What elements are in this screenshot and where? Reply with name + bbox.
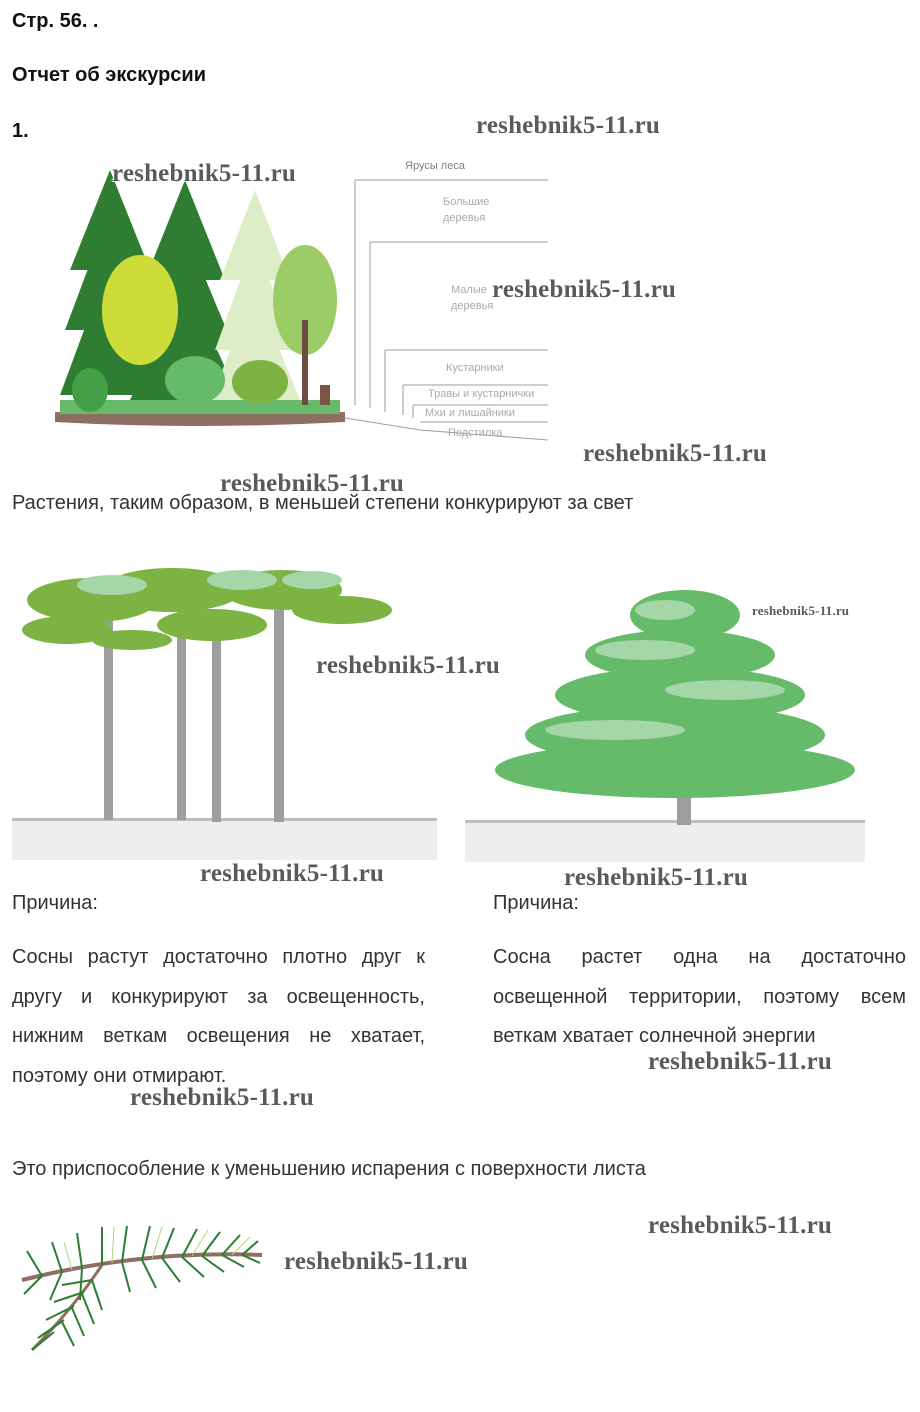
watermark: reshebnik5-11.ru <box>564 864 749 891</box>
watermark: reshebnik5-11.ru <box>316 652 501 679</box>
right-reason-label: Причина: <box>493 892 579 914</box>
watermark: reshebnik5-11.ru <box>648 1212 833 1239</box>
watermark: reshebnik5-11.ru <box>200 860 385 887</box>
watermark: reshebnik5-11.ru <box>476 112 661 139</box>
layer-small-trees-2: деревья <box>451 300 494 312</box>
spruce-branch-illustration <box>12 1210 272 1370</box>
watermark: reshebnik5-11.ru <box>284 1248 469 1275</box>
right-reason-text: Сосна растет одна на достаточно освещенной территории, поэтому всем веткам хватает солнечной энергии <box>493 946 906 1047</box>
answer-evaporation: Это приспособление к уменьшению испарения с поверхности листа <box>12 1158 646 1180</box>
left-reason-text: Сосны растут достаточно плотно друг к другу и конкурируют за освещенность, нижним веткам освещения не хватает, поэтому они отмирают. <box>12 946 425 1087</box>
layer-small-trees: Малые <box>451 284 487 296</box>
watermark: reshebnik5-11.ru <box>492 276 677 303</box>
layer-shrubs: Кустарники <box>446 362 504 374</box>
watermark: reshebnik5-11.ru <box>583 440 768 467</box>
page-heading: Отчет об экскурсии <box>12 64 207 86</box>
layer-litter: Подстилка <box>448 427 503 439</box>
watermark: reshebnik5-11.ru <box>130 1084 315 1111</box>
layer-big-trees: Большие <box>443 196 490 208</box>
layer-herbs: Травы и кустарнички <box>428 388 535 400</box>
page-number: Стр. 56. . <box>12 10 99 32</box>
watermark: reshebnik5-11.ru <box>220 470 405 497</box>
layers-title: Ярусы леса <box>405 160 465 172</box>
watermark: reshebnik5-11.ru <box>648 1048 833 1075</box>
task-number: 1. <box>12 120 29 142</box>
layer-moss: Мхи и лишайники <box>425 407 515 419</box>
watermark: reshebnik5-11.ru <box>112 160 297 187</box>
dense-pines-illustration <box>12 550 442 860</box>
watermark-small: reshebnik5-11.ru <box>752 603 850 618</box>
left-reason-label: Причина: <box>12 892 98 914</box>
layer-big-trees-2: деревья <box>443 212 486 224</box>
answer-competition: Растения, таким образом, в меньшей степени конкурируют за свет <box>12 492 634 514</box>
